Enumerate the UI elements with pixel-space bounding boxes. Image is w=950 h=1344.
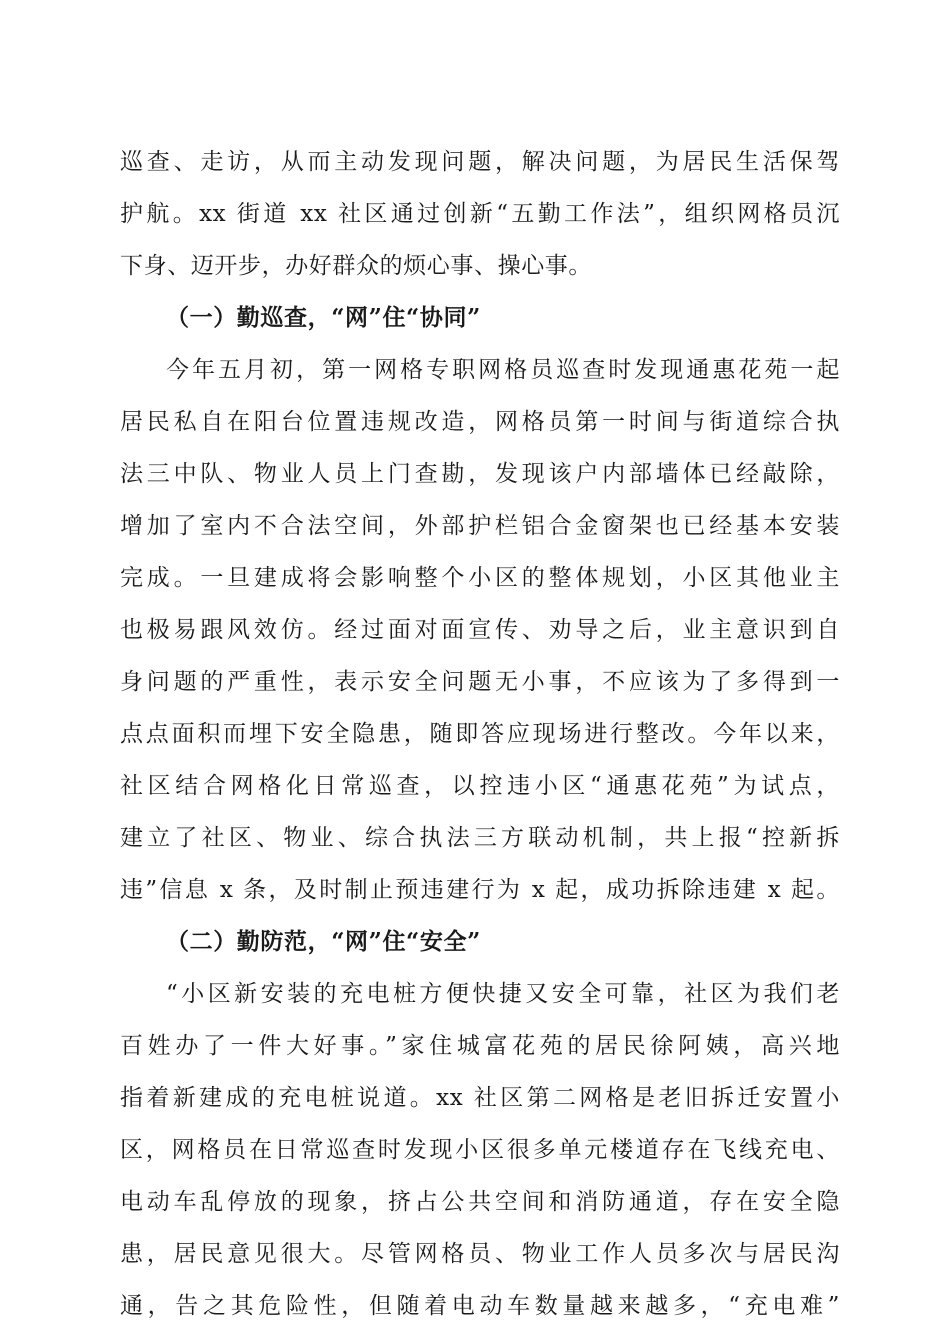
body-text-line: 居民私自在阳台位置违规改造，网格员第一时间与街道综合执 xyxy=(120,409,840,435)
body-text-line: 身问题的严重性，表示安全问题无小事，不应该为了多得到一 xyxy=(120,669,840,695)
body-text-line: 建立了社区、物业、综合执法三方联动机制，共上报“控新拆 xyxy=(120,825,840,851)
section-heading: （一）勤巡查，“网”住“协同” xyxy=(166,304,481,331)
body-text-line: 区，网格员在日常巡查时发现小区很多单元楼道存在飞线充电、 xyxy=(120,1137,840,1163)
body-text-line: 社区结合网格化日常巡查，以控违小区“通惠花苑”为试点， xyxy=(120,773,840,799)
body-text-line: 巡查、走访，从而主动发现问题，解决问题，为居民生活保驾 xyxy=(120,149,840,175)
body-text-line: 增加了室内不合法空间，外部护栏铝合金窗架也已经基本安装 xyxy=(120,513,840,539)
body-text-line: 也极易跟风效仿。经过面对面宣传、劝导之后，业主意识到自 xyxy=(120,617,840,643)
body-text-line: 百姓办了一件大好事。”家住城富花苑的居民徐阿姨，高兴地 xyxy=(120,1033,840,1059)
paragraph-first-line: 今年五月初，第一网格专职网格员巡查时发现通惠花苑一起 xyxy=(166,357,840,383)
body-text-line: 电动车乱停放的现象，挤占公共空间和消防通道，存在安全隐 xyxy=(120,1189,840,1215)
body-text-line: 完成。一旦建成将会影响整个小区的整体规划，小区其他业主 xyxy=(120,565,840,591)
body-text-line: 护航。xx 街道 xx 社区通过创新“五勤工作法”，组织网格员沉 xyxy=(120,201,840,227)
body-text-line: 违”信息 x 条，及时制止预违建行为 x 起，成功拆除违建 x 起。 xyxy=(120,877,840,903)
body-text-line: 患，居民意见很大。尽管网格员、物业工作人员多次与居民沟 xyxy=(120,1241,840,1267)
body-text-line: 点点面积而埋下安全隐患，随即答应现场进行整改。今年以来， xyxy=(120,721,840,747)
paragraph-first-line: “小区新安装的充电桩方便快捷又安全可靠，社区为我们老 xyxy=(166,981,840,1007)
body-text-line: 通，告之其危险性，但随着电动车数量越来越多，“充电难” xyxy=(120,1293,840,1319)
body-text-line: 下身、迈开步，办好群众的烦心事、操心事。 xyxy=(120,253,592,279)
body-text-line: 法三中队、物业人员上门查勘，发现该户内部墙体已经敲除， xyxy=(120,461,840,487)
body-text-line: 指着新建成的充电桩说道。xx 社区第二网格是老旧拆迁安置小 xyxy=(120,1085,840,1111)
section-heading: （二）勤防范，“网”住“安全” xyxy=(166,928,481,955)
